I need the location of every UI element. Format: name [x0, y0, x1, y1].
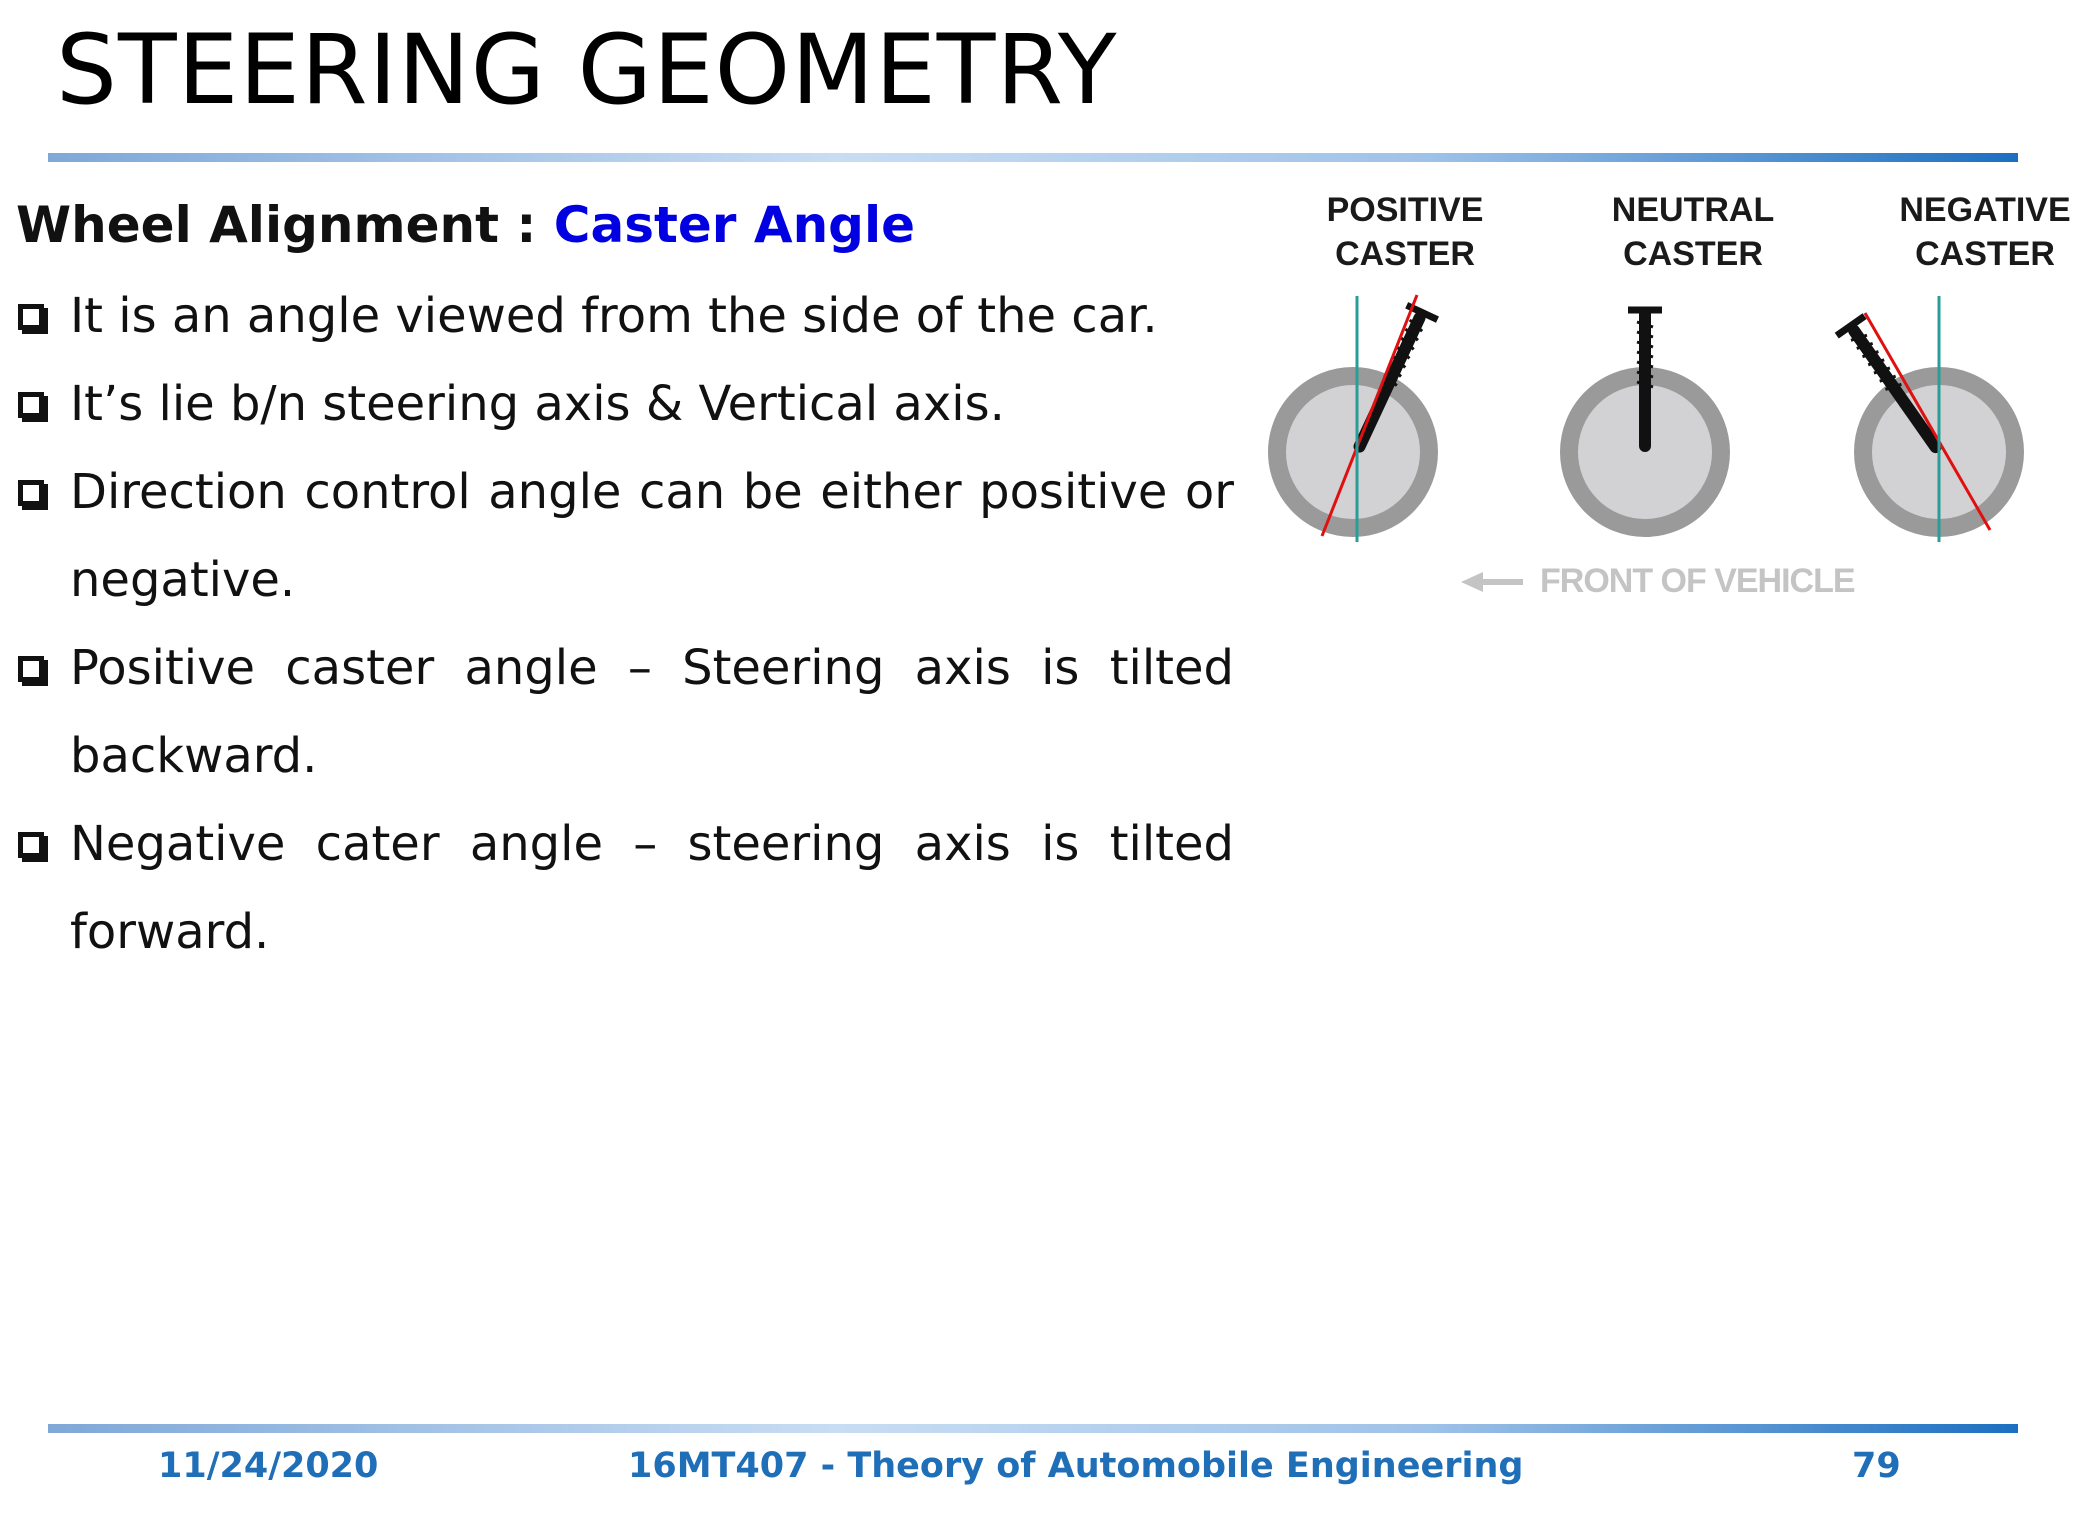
front-of-vehicle-label: FRONT OF VEHICLE — [1540, 562, 1855, 600]
checkbox-bullet-icon — [18, 656, 44, 682]
footer-date: 11/24/2020 — [158, 1446, 379, 1486]
caster-wheels-graphic — [1265, 180, 2045, 620]
title-divider — [48, 153, 2018, 162]
bullet-text: Positive caster angle – Steering axis is tilted backward. — [70, 640, 1234, 784]
section-heading-accent: Caster Angle — [553, 196, 916, 254]
checkbox-bullet-icon — [18, 832, 44, 858]
caption-line: CASTER — [1623, 235, 1763, 273]
front-arrow-icon — [1461, 572, 1523, 592]
caption-line: CASTER — [1915, 235, 2055, 273]
section-heading-prefix: Wheel Alignment : — [16, 196, 554, 254]
negative-caster-wheel — [1837, 296, 2015, 542]
bullet-text: It is an angle viewed from the side of the car. — [70, 288, 1158, 344]
footer-course-title: 16MT407 - Theory of Automobile Engineering — [628, 1446, 1524, 1486]
neutral-caster-wheel — [1569, 308, 1721, 528]
footer-divider — [48, 1424, 2018, 1433]
slide-number: 79 — [1852, 1446, 1901, 1486]
list-item — [16, 448, 1234, 624]
positive-caster-wheel — [1277, 295, 1437, 542]
caption-line: CASTER — [1335, 235, 1475, 273]
caption-line: POSITIVE — [1326, 191, 1484, 229]
caption-line: NEGATIVE — [1899, 191, 2071, 229]
bullet-list — [16, 272, 1234, 976]
caster-diagram — [1265, 180, 2071, 620]
checkbox-bullet-icon — [18, 304, 44, 330]
section-heading — [16, 196, 915, 254]
list-item — [16, 624, 1234, 800]
slide-title: STEERING GEOMETRY — [56, 14, 1118, 126]
bullet-text: Negative cater angle – steering axis is tilted forward. — [70, 816, 1234, 960]
list-item — [16, 800, 1234, 976]
caption-line: NEUTRAL — [1611, 191, 1775, 229]
bullet-text: It’s lie b/n steering axis & Vertical axis. — [70, 376, 1005, 432]
list-item — [16, 360, 1234, 448]
bullet-text: Direction control angle can be either positive or negative. — [70, 464, 1234, 608]
checkbox-bullet-icon — [18, 392, 44, 418]
list-item — [16, 272, 1234, 360]
checkbox-bullet-icon — [18, 480, 44, 506]
